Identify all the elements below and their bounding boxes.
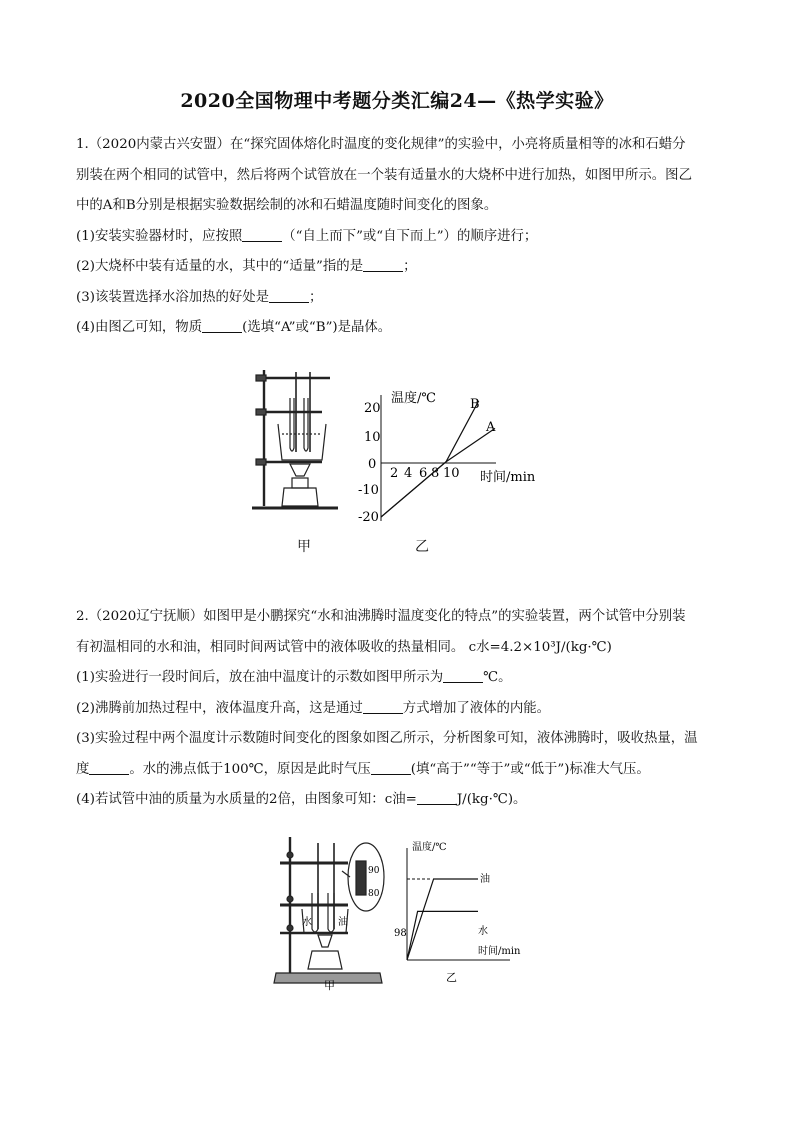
page-title: 2020全国物理中考题分类汇编24—《热学实验》 — [180, 90, 614, 112]
test-tube-oil — [328, 893, 334, 932]
caption-yi: 乙 — [446, 971, 457, 984]
q2-sub2-text-b: 方式增加了液体的内能。 — [402, 700, 551, 716]
question-2 — [76, 602, 726, 816]
q1-line-1: 1.（2020内蒙古兴安盟）在“探究固体熔化时温度的变化规律”的实验中，小亮将质量相等的冰和石蜡分 — [76, 137, 686, 152]
answer-blank[interactable] — [363, 257, 403, 272]
series-line-B — [381, 401, 479, 517]
answer-blank[interactable] — [242, 227, 282, 242]
y-tick-label: 10 — [364, 430, 381, 445]
flame — [290, 464, 310, 476]
clamp-top-knob — [256, 375, 266, 381]
q1-sub4-text-a: (4)由图乙可知，物质 — [76, 320, 203, 335]
answer-blank[interactable] — [269, 288, 309, 303]
alcohol-lamp-neck — [292, 478, 308, 488]
q1-line-2: 别装在两个相同的试管中，然后将两个试管放在一个装有适量水的大烧杯中进行加热，如图甲所示。图乙 — [76, 167, 692, 183]
alcohol-lamp — [308, 951, 342, 969]
q2-sub1-text-a: (1)实验进行一段时间后，放在油中温度计的示数如图甲所示为 — [76, 670, 444, 685]
x-axis-label: 时间/min — [478, 946, 521, 957]
q1-sub3-text-a: (3)该装置选择水浴加热的好处是 — [76, 289, 270, 305]
y-tick-label: 98 — [394, 928, 407, 939]
x-tick-label: 6 — [419, 466, 428, 481]
answer-blank[interactable] — [89, 760, 129, 775]
q2-sub-1 — [76, 663, 726, 694]
q1-sub4-text-b: (选填“A”或“B”)是晶体。 — [242, 320, 392, 335]
x-tick-label: 8 — [431, 466, 440, 481]
q2-sub3-text-b: 。水的沸点低于100℃，原因是此时气压 — [129, 761, 371, 777]
q1-sub2-text-b: ； — [403, 259, 417, 274]
question-1 — [76, 130, 726, 344]
series-label-water: 水 — [478, 926, 488, 937]
q1-sub1-text-a: (1)安装实验器材时，应按照 — [76, 228, 243, 244]
answer-blank[interactable] — [363, 699, 403, 714]
q2-sub3-text-a: 度 — [76, 761, 90, 777]
caption-jia: 甲 — [297, 539, 311, 555]
q2-sub-3-line-2 — [76, 755, 726, 786]
q1-sub2-text-a: (2)大烧杯中装有适量的水，其中的“适量”指的是 — [76, 259, 364, 274]
q2-sub-3-line-1: (3)实验过程中两个温度计示数随时间变化的图象如图乙所示，分析图象可知，液体沸腾时，吸收热量，温 — [76, 731, 698, 746]
thermometer-magnified — [356, 861, 366, 895]
y-tick-label: -10 — [358, 483, 379, 498]
q2-line-1: 2.（2020辽宁抚顺）如图甲是小鹏探究“水和油沸腾时温度变化的特点”的实验装置，两个试管中分别装 — [76, 609, 686, 624]
q1-sub-1 — [76, 222, 726, 253]
ring-knob — [256, 459, 266, 465]
q1-sub-3 — [76, 283, 726, 314]
q2-sub4-text-b: J/(kg·℃)。 — [456, 792, 527, 807]
answer-blank[interactable] — [371, 760, 411, 775]
q1-temperature-chart — [356, 385, 546, 525]
label-water: 水 — [302, 917, 312, 928]
x-axis-label: 时间/min — [480, 470, 536, 485]
caption-jia: 甲 — [324, 979, 335, 991]
y-tick-label: -20 — [358, 510, 379, 525]
series-label-oil: 油 — [480, 874, 490, 885]
test-tube-water — [312, 893, 318, 932]
answer-blank[interactable] — [443, 668, 483, 683]
x-tick-label: 2 — [390, 466, 399, 481]
q1-sub-2 — [76, 252, 726, 283]
clamp-middle-knob — [256, 409, 266, 415]
y-axis-label: 温度/℃ — [412, 842, 447, 853]
q2-sub3-text-c: (填“高于”“等于”或“低于”)标准大气压。 — [410, 761, 650, 777]
series-line-水 — [407, 911, 478, 960]
q2-sub4-text-a: (4)若试管中油的质量为水质量的2倍，由图象可知：c油= — [76, 792, 417, 807]
q2-line-2: 有初温相同的水和油，相同时间两试管中的液体吸收的热量相同。 c水=4.2×10³J/(kg·℃) — [76, 639, 612, 655]
zoom-pointer — [342, 871, 350, 877]
clamp-knob — [287, 852, 293, 858]
caption-yi: 乙 — [415, 539, 429, 555]
test-tube-right — [304, 398, 308, 451]
thermometer-tick-90: 90 — [368, 866, 380, 876]
label-oil: 油 — [338, 917, 348, 928]
flame — [318, 935, 332, 947]
q2-sub-2 — [76, 694, 726, 725]
q1-apparatus-figure — [252, 368, 352, 528]
clamp-knob — [287, 925, 293, 931]
q2-sub2-text-a: (2)沸腾前加热过程中，液体温度升高，这是通过 — [76, 700, 363, 716]
series-line-油 — [407, 879, 478, 960]
x-tick-label: 10 — [443, 466, 460, 481]
alcohol-lamp — [282, 488, 318, 506]
thermometer-tick-80: 80 — [368, 889, 380, 899]
y-tick-label: 20 — [364, 401, 381, 416]
answer-blank[interactable] — [417, 790, 457, 805]
q1-line-3: 中的A和B分别是根据实验数据绘制的冰和石蜡温度随时间变化的图象。 — [76, 198, 498, 213]
clamp-knob — [287, 896, 293, 902]
q2-sub1-text-b: ℃。 — [483, 670, 512, 685]
q1-sub-4 — [76, 313, 726, 344]
y-axis-label: 温度/℃ — [391, 391, 436, 406]
q2-apparatus-figure — [270, 833, 390, 991]
series-label-b: B — [470, 397, 480, 412]
beaker — [278, 424, 326, 460]
q2-sub-4 — [76, 785, 726, 816]
q1-sub3-text-b: ； — [309, 289, 323, 305]
q2-temperature-chart — [392, 838, 522, 986]
q1-sub1-text-b: （“自上而下”或“自下而上”）的顺序进行； — [282, 228, 538, 244]
x-tick-label: 4 — [404, 466, 413, 481]
answer-blank[interactable] — [202, 318, 242, 333]
series-label-a: A — [486, 420, 496, 435]
test-tube-left — [290, 398, 294, 451]
y-tick-label: 0 — [368, 457, 377, 472]
